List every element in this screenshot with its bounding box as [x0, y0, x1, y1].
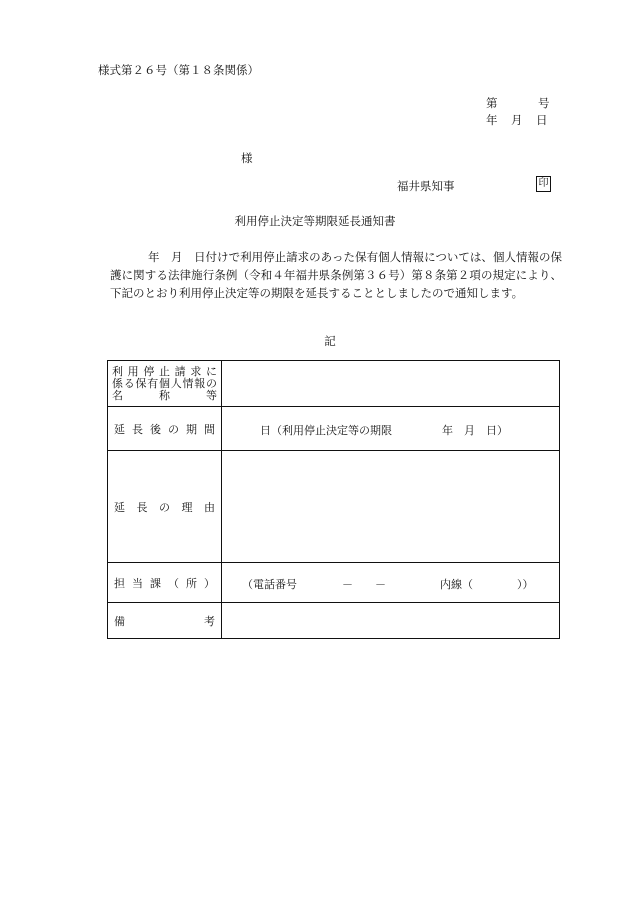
document-number-prefix: 第	[486, 96, 498, 110]
label-line: 名 称 等	[112, 388, 217, 402]
document-date: 年 月 日	[486, 113, 549, 127]
sender-name: 福井県知事	[397, 179, 455, 193]
deadline-date-text: 年 月 日）	[442, 424, 508, 437]
label-line: 係る保有個人情報の	[112, 376, 217, 390]
ki-heading: 記	[324, 334, 336, 348]
form-number: 様式第２６号（第１８条関係）	[98, 63, 259, 77]
label-reason: 延長の理由	[108, 451, 222, 563]
notice-table	[107, 360, 560, 639]
table-row-extended-period	[108, 407, 560, 451]
extension-label: 内線（ ））	[440, 578, 534, 591]
body-paragraph: 年 月 日付けで利用停止請求のあった保有個人情報については、個人情報の保護に関する法律施行条例（令和４年福井県条例第３６号）第８条第２項の規定により、下記のとおり利用停止決定等の期限を延長することとしましたので通知します。	[110, 250, 562, 300]
table-row-reason	[108, 451, 560, 563]
seal-mark: 印	[536, 176, 551, 192]
value-reason[interactable]	[222, 451, 560, 563]
table-row-department	[108, 563, 560, 603]
phone-label: （電話番号	[242, 578, 297, 591]
document-title: 利用停止決定等期限延長通知書	[234, 214, 396, 228]
label-line: 利用停止請求に	[112, 364, 217, 378]
table-row-info-name	[108, 361, 560, 407]
label-extended-period: 延長後の期間	[108, 407, 222, 451]
document-number	[486, 95, 550, 111]
label-info-name	[108, 361, 222, 407]
value-remarks[interactable]	[222, 603, 560, 639]
value-info-name[interactable]	[222, 361, 560, 407]
addressee: 様	[241, 151, 253, 165]
document-number-suffix: 号	[538, 96, 550, 110]
table-row-remarks	[108, 603, 560, 639]
phone-dashes: － －	[342, 578, 386, 591]
value-extended-period[interactable]	[222, 407, 560, 451]
label-remarks: 備考	[108, 603, 222, 639]
label-department: 担当課（所）	[108, 563, 222, 603]
extended-days-text: 日（利用停止決定等の期限	[260, 424, 392, 437]
value-department[interactable]	[222, 563, 560, 603]
